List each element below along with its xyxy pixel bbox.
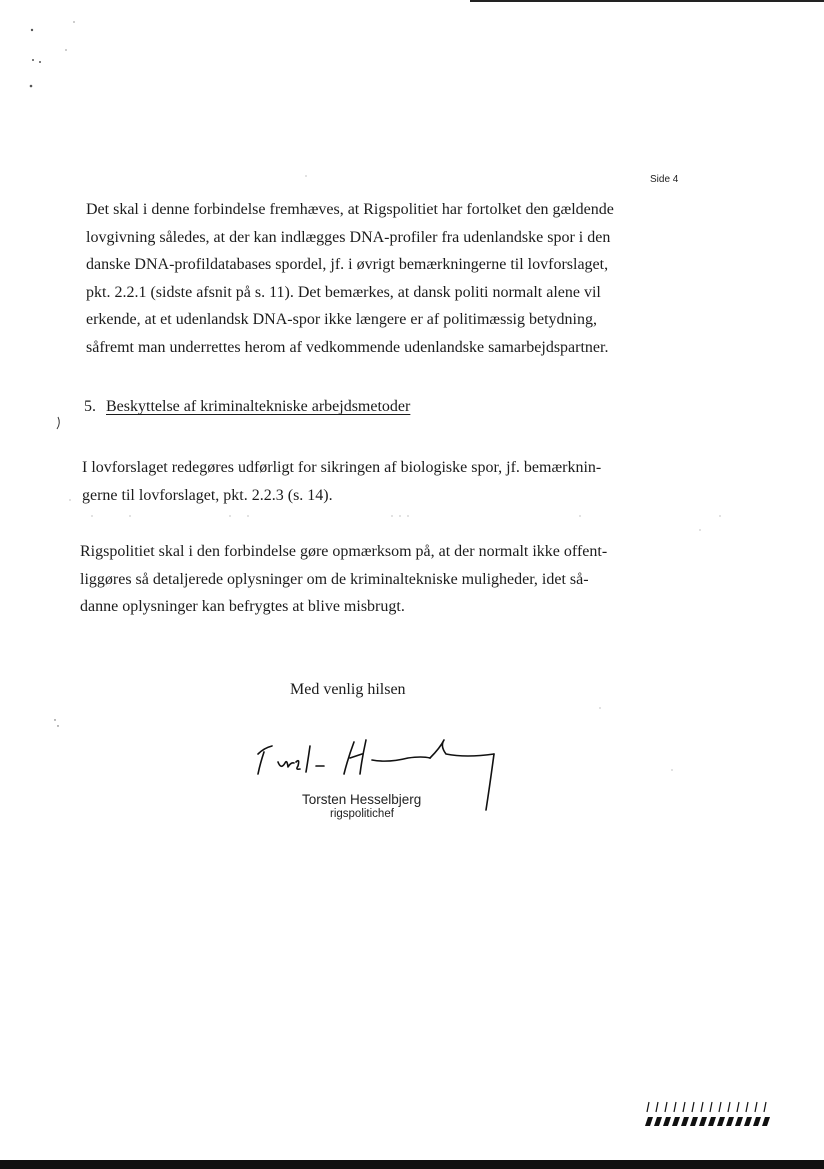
document-id-mark [643, 1100, 773, 1130]
section-title: Beskyttelse af kriminaltekniske arbejdsmetoder [106, 398, 411, 415]
text-line: Rigspolitiet skal i den forbindelse gøre opmærksom på, at der normalt ikke offent- [80, 543, 608, 560]
notice-paragraph [80, 538, 607, 621]
section-heading [84, 398, 410, 416]
text-line: danske DNA-profildatabases spordel, jf. i øvrigt bemærkningerne til lovforslaget, [86, 256, 609, 273]
signatory-title: rigspolitichef [330, 808, 394, 820]
text-line: gerne til lovforslaget, pkt. 2.2.3 (s. 14). [82, 486, 333, 504]
text-line: I lovforslaget redegøres udførligt for sikringen af biologiske spor, jf. bemærknin- [82, 459, 602, 476]
section-number: 5. [84, 398, 96, 415]
intro-paragraph [86, 196, 614, 361]
page-number: Side 4 [650, 174, 679, 185]
text-line: såfremt man underrettes herom af vedkommende udenlandske samarbejdspartner. [86, 338, 609, 356]
signatory-name: Torsten Hesselbjerg [302, 792, 422, 807]
text-line: liggøres så detaljerede oplysninger om de kriminaltekniske muligheder, idet så- [80, 570, 589, 588]
closing-greeting: Med venlig hilsen [290, 681, 406, 698]
text-line: erkende, at et udenlandsk DNA-spor ikke længere er af politimæssig betydning, [86, 311, 597, 328]
text-line: pkt. 2.2.1 (sidste afsnit på s. 11). Det bemærkes, at dansk politi normalt alene vil [86, 283, 601, 301]
text-line: lovgivning således, at der kan indlægges DNA-profiler fra udenlandske spor i den [86, 228, 611, 246]
text-line: Det skal i denne forbindelse fremhæves, at Rigspolitiet har fortolket den gældende [86, 201, 614, 218]
text-line: danne oplysninger kan befrygtes at blive misbrugt. [80, 598, 405, 615]
bottom-edge-rule [0, 1160, 824, 1169]
protection-paragraph [82, 454, 601, 509]
